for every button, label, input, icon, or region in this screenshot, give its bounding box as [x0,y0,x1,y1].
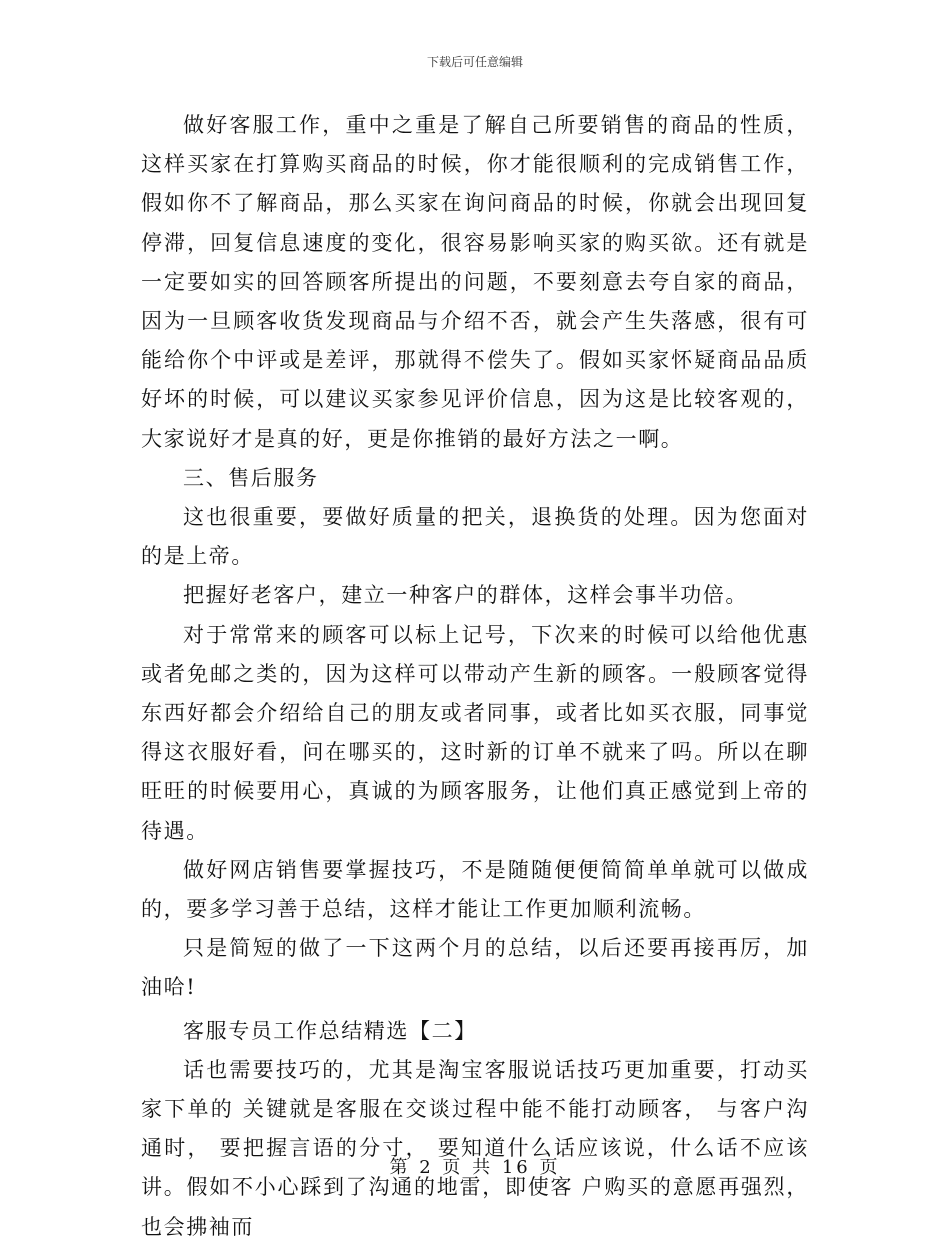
document-body [141,106,809,1247]
paragraph-quality-control: 这也很重要，要做好质量的把关，退换货的处理。因为您面对的是上帝。 [141,505,809,569]
section-heading-part-two: 客服专员工作总结精选【二】 [183,1018,477,1043]
paragraph-regular-customers: 对于常常来的顾客可以标上记号，下次来的时候可以给他优惠或者免邮之类的，因为这样可以带动产生新的顾客。一般顾客觉得东西好都会介绍给自己的朋友或者同事，或者比如买衣服，同事觉得这衣服好看，问在哪买的，这时新的订单不就来了吗。所以在聊旺旺的时候要用心，真诚的为顾客服务，让他们真正感觉到上帝的待遇。 [141,622,809,843]
page-header: 下载后可任意编辑 [426,55,523,69]
paragraph-old-customers: 把握好老客户，建立一种客户的群体，这样会事半功倍。 [183,583,748,608]
paragraph-product-knowledge: 做好客服工作，重中之重是了解自己所要销售的商品的性质，这样买家在打算购买商品的时候，你才能很顺利的完成销售工作，假如你不了解商品，那么买家在询问商品的时候，你就会出现回复停滞，回复信息速度的变化，很容易影响买家的购买欲。还有就是一定要如实的回答顾客所提出的问题，不要刻意去夸自家的商品，因为一旦顾客收货发现商品与介绍不否，就会产生失落感，很有可能给你个中评或是差评，那就得不偿失了。假如买家怀疑商品品质好坏的时候，可以建议买家参见评价信息，因为这是比较客观的，大家说好才是真的好，更是你推销的最好方法之一啊。 [141,113,809,451]
paragraph-summary: 只是简短的做了一下这两个月的总结，以后还要再接再厉，加油哈! [141,936,809,1000]
paragraph-speaking-skills: 话也需要技巧的，尤其是淘宝客服说话技巧更加重要，打动买家下单的 关键就是客服在交谈过程中能不能打动顾客， 与客户沟通时， 要把握言语的分寸， 要知道什么话应该说，什么话不应该讲。假如不小心踩到了沟通的地雷，即使客 户购买的意愿再强烈，也会拂袖而 [141,1057,809,1239]
paragraph-sales-skills: 做好网店销售要掌握技巧，不是随随便便简简单单就可以做成的，要多学习善于总结，这样才能让工作更加顺利流畅。 [141,857,809,922]
section-heading-after-sales: 三、售后服务 [183,465,319,490]
page-footer: 第 2 页 共 16 页 [389,1157,561,1178]
